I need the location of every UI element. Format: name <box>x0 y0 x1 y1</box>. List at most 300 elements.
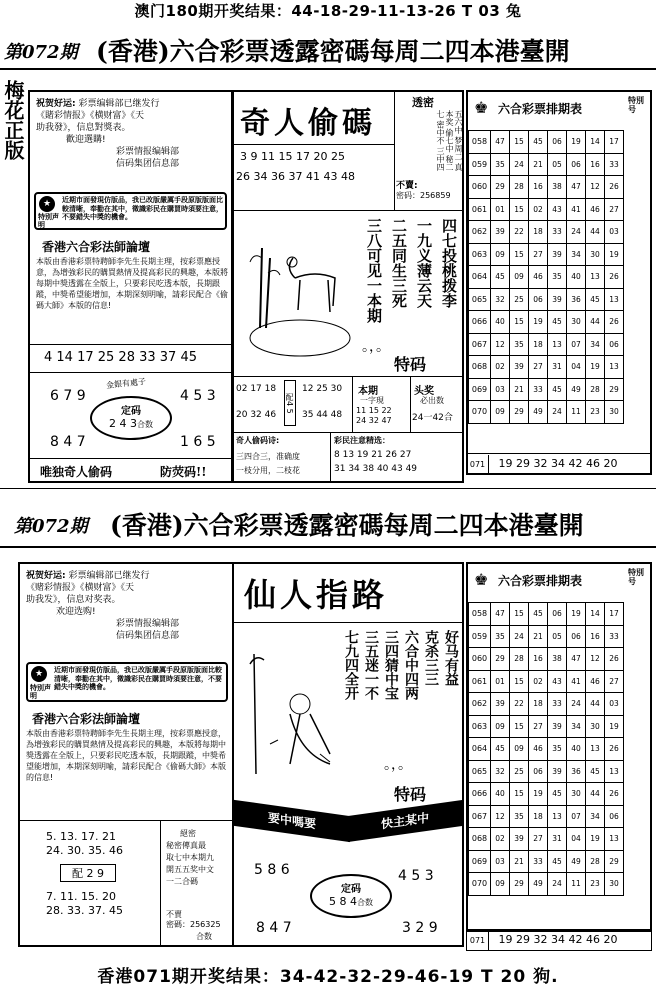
draw-number: 09 <box>491 243 510 266</box>
nums-a-1: 5. 13. 17. 21 <box>46 830 116 843</box>
bl-nums: 8 4 7 <box>256 920 292 936</box>
footer-left: 唯独奇人偷码 <box>40 465 113 479</box>
draw-number: 46 <box>586 670 605 693</box>
draw-number: 46 <box>529 738 548 761</box>
notice-label: 祝贺好运: <box>26 571 66 581</box>
schedule-row <box>469 738 624 761</box>
notice-label: 祝贺好运: <box>36 99 76 109</box>
draw-number: 34 <box>586 333 605 356</box>
period-id: 063 <box>469 715 491 738</box>
draw-number: 17 <box>605 131 624 154</box>
draw-number: 39 <box>548 715 567 738</box>
draw-number: 14 <box>586 603 605 626</box>
latest-id: 071 <box>467 455 489 475</box>
draw-number: 22 <box>510 221 529 244</box>
warning-label: 特别声明 <box>38 213 59 229</box>
poem-col: 三八可见一本期 <box>365 218 383 323</box>
draw-number: 25 <box>510 760 529 783</box>
draw-number: 21 <box>510 378 529 401</box>
banner-left: 要中嗎要 <box>234 800 350 842</box>
draw-number: 19 <box>567 603 586 626</box>
schedule-row <box>469 198 624 221</box>
draw-number: 18 <box>529 693 548 716</box>
draw-number: 27 <box>605 670 624 693</box>
draw-number: 30 <box>567 311 586 334</box>
draw-number: 39 <box>510 828 529 851</box>
period-id: 068 <box>469 828 491 851</box>
buyao: 不賣 <box>166 910 182 919</box>
draw-number: 36 <box>567 760 586 783</box>
schedule-row <box>469 401 624 424</box>
draw-number: 03 <box>605 693 624 716</box>
middle-panel-lower <box>232 562 464 947</box>
draw-number: 05 <box>548 153 567 176</box>
warning-label: 特别声明 <box>30 684 51 700</box>
numbers-row: 4 14 17 25 28 33 37 45 <box>44 350 197 365</box>
draw-number: 30 <box>605 873 624 896</box>
heshu: 合数 <box>196 932 212 941</box>
draw-number: 44 <box>586 221 605 244</box>
br-nums: 3 2 9 <box>402 920 438 936</box>
draw-number: 46 <box>586 198 605 221</box>
forum-title: 香港六合彩法師論壇 <box>32 712 141 726</box>
draw-number: 33 <box>548 693 567 716</box>
draw-number: 19 <box>605 243 624 266</box>
notice-line: 彩票编辑部已继发行 <box>78 99 160 109</box>
draw-number: 09 <box>491 401 510 424</box>
draw-number: 03 <box>491 850 510 873</box>
draw-number: 19 <box>586 828 605 851</box>
latest-nums: 19 29 32 34 42 46 20 <box>498 457 618 470</box>
schedule-title: 六合彩票排期表 <box>498 574 583 588</box>
right-nums: 4 5 3 <box>180 388 216 404</box>
mi-line: 取七中本期九 <box>166 853 214 862</box>
title-nums-2: 26 34 36 37 41 43 48 <box>236 170 355 183</box>
draw-number: 06 <box>567 153 586 176</box>
special-label: 特別号 <box>628 568 644 586</box>
mi-line: 絕密 <box>180 829 196 838</box>
poem-col: 克杀三三 <box>423 630 439 686</box>
center-label: 定码 <box>341 884 361 895</box>
draw-number: 06 <box>548 131 567 154</box>
benqi-label: 本期 <box>358 386 378 397</box>
headline: (香港)六合彩票透露密碼每周二四本港臺開 <box>96 37 570 66</box>
draw-number: 40 <box>491 783 510 806</box>
caimin-line: 31 34 38 40 43 49 <box>334 464 418 474</box>
br-nums: 1 6 5 <box>180 434 216 450</box>
poem-col: 七九四全开 <box>343 630 359 700</box>
draw-number: 45 <box>491 738 510 761</box>
draw-number: 47 <box>491 603 510 626</box>
nums-b-2: 28. 33. 37. 45 <box>46 904 123 917</box>
draw-number: 19 <box>529 783 548 806</box>
schedule-row <box>469 333 624 356</box>
draw-number: 21 <box>529 625 548 648</box>
left-panel-lower <box>18 562 234 947</box>
banner-right: 快主某中 <box>348 800 462 842</box>
draw-number: 01 <box>491 198 510 221</box>
period-id: 066 <box>469 783 491 806</box>
top-result-banner: 澳门180期开奖结果：44-18-29-11-13-26 T 03 兔 <box>134 2 522 20</box>
period-id: 060 <box>469 648 491 671</box>
schedule-row <box>469 153 624 176</box>
draw-number: 07 <box>567 805 586 828</box>
draw-number: 21 <box>510 850 529 873</box>
draw-number: 43 <box>548 670 567 693</box>
title-nums-1: 3 9 11 15 17 20 25 <box>240 150 345 163</box>
schedule-row <box>469 243 624 266</box>
draw-number: 01 <box>491 670 510 693</box>
draw-number: 24 <box>548 401 567 424</box>
latest-row-lower <box>466 929 652 951</box>
notice-line: 助我發》，信息對獎表。 <box>36 123 131 133</box>
draw-number: 24 <box>548 873 567 896</box>
draw-number: 13 <box>586 266 605 289</box>
draw-number: 13 <box>548 333 567 356</box>
issue-number: 第072期 <box>14 516 88 537</box>
bl-nums: 8 4 7 <box>50 434 86 450</box>
phone: 密碼：256325 <box>166 920 221 929</box>
main-title: 奇人偷碼 <box>240 106 376 141</box>
draw-number: 39 <box>491 693 510 716</box>
draw-number: 02 <box>529 198 548 221</box>
draw-number: 15 <box>510 603 529 626</box>
draw-number: 39 <box>548 243 567 266</box>
schedule-row <box>469 378 624 401</box>
riddle-col: 偷七中 <box>445 128 454 153</box>
notice-line: 《賭彩情报》《横财富》《天 <box>36 111 145 121</box>
notice-sign: 彩票情报编辑部 <box>116 619 180 629</box>
period-id: 065 <box>469 288 491 311</box>
draw-number: 12 <box>491 333 510 356</box>
draw-number: 45 <box>548 311 567 334</box>
bottom-result-banner: 香港071期开奖结果：34-42-32-29-46-19 T 20 狗. <box>97 967 559 987</box>
center-unit: 合数 <box>137 420 153 429</box>
draw-number: 13 <box>605 356 624 379</box>
caimin-line: 8 13 19 21 26 27 <box>334 450 412 460</box>
toujiang-label: 头奖 <box>414 386 434 397</box>
draw-number: 36 <box>567 288 586 311</box>
nums-a-2: 24. 30. 35. 46 <box>46 844 123 857</box>
latest-nums: 19 29 32 34 42 46 20 <box>498 933 618 946</box>
center-oval <box>90 396 172 440</box>
draw-number: 35 <box>510 805 529 828</box>
draw-number: 40 <box>567 738 586 761</box>
schedule-row <box>469 311 624 334</box>
schedule-panel-upper <box>466 90 652 475</box>
period-id: 070 <box>469 401 491 424</box>
draw-number: 04 <box>567 356 586 379</box>
left-panel <box>28 90 233 483</box>
benqi-nums: 11 15 22 <box>356 406 392 415</box>
schedule-row <box>469 221 624 244</box>
warning-text: 近期市面發現仿版品，我已改版嚴厲手段原版版面比較清晰，奉勸在其中，徵識彩民在購買時須要注意，不要錯失中獎的機會。 <box>62 196 223 221</box>
warning-icon: ★ <box>31 666 47 682</box>
draw-number: 15 <box>510 131 529 154</box>
draw-number: 30 <box>567 783 586 806</box>
period-id: 066 <box>469 311 491 334</box>
qiren-line: 一枝分用，二枝花 <box>236 466 300 475</box>
period-id: 067 <box>469 805 491 828</box>
draw-number: 19 <box>605 715 624 738</box>
draw-number: 45 <box>529 131 548 154</box>
main-title: 仙人指路 <box>244 576 389 614</box>
draw-number: 15 <box>510 198 529 221</box>
draw-number: 28 <box>510 648 529 671</box>
draw-number: 47 <box>491 131 510 154</box>
riddle-col: 密中不 <box>436 120 445 145</box>
zodiac-icon: ♚ <box>474 98 489 117</box>
draw-number: 30 <box>605 401 624 424</box>
warning-icon: ★ <box>39 196 55 212</box>
arc-text: 金銀有處子 <box>105 376 147 391</box>
phone: 密码：256859 <box>396 191 451 200</box>
draw-number: 14 <box>586 131 605 154</box>
draw-number: 15 <box>510 670 529 693</box>
riddle-col: 秘二七 <box>436 110 454 172</box>
draw-number: 03 <box>605 221 624 244</box>
draw-number: 23 <box>586 401 605 424</box>
draw-number: 49 <box>567 850 586 873</box>
draw-number: 09 <box>491 873 510 896</box>
schedule-row <box>469 670 624 693</box>
draw-number: 39 <box>548 288 567 311</box>
schedule-row <box>469 176 624 199</box>
notice <box>36 98 226 170</box>
period-id: 067 <box>469 333 491 356</box>
notice-line: 《赌彩情报》《横财富》《天 <box>26 583 135 593</box>
riddle-col: 梦周二 <box>454 136 463 161</box>
draw-number: 45 <box>586 760 605 783</box>
draw-number: 09 <box>491 715 510 738</box>
riddle-col: 真本奖 <box>445 110 463 172</box>
draw-number: 24 <box>510 625 529 648</box>
benqi-sub: 一字現 <box>360 396 384 405</box>
draw-number: 32 <box>491 760 510 783</box>
draw-number: 06 <box>605 333 624 356</box>
draw-number: 45 <box>529 603 548 626</box>
schedule-row <box>469 648 624 671</box>
draw-number: 49 <box>567 378 586 401</box>
warning-box <box>34 192 227 230</box>
draw-number: 33 <box>548 221 567 244</box>
draw-number: 27 <box>529 715 548 738</box>
draw-number: 39 <box>491 221 510 244</box>
fairy-illustration <box>240 634 350 784</box>
special-label: 特別号 <box>628 96 644 114</box>
draw-number: 26 <box>605 266 624 289</box>
period-id: 064 <box>469 738 491 761</box>
issue-number: 第072期 <box>4 42 78 63</box>
draw-number: 15 <box>510 715 529 738</box>
period-id: 059 <box>469 625 491 648</box>
draw-number: 43 <box>548 198 567 221</box>
draw-number: 06 <box>605 805 624 828</box>
mini-pei: 配4 5 <box>284 380 296 426</box>
draw-number: 02 <box>491 356 510 379</box>
poem-end: 。，。 <box>362 339 390 355</box>
center-oval <box>310 874 392 918</box>
mini-nums-2: 20 32 46 <box>236 410 277 420</box>
draw-number: 22 <box>510 693 529 716</box>
draw-number: 12 <box>586 648 605 671</box>
center-label: 定码 <box>121 406 141 417</box>
draw-number: 33 <box>529 850 548 873</box>
draw-number: 04 <box>567 828 586 851</box>
pei-box: 配 2 9 <box>60 864 116 882</box>
tema-label: 特码 <box>394 355 427 374</box>
draw-number: 32 <box>491 288 510 311</box>
draw-number: 26 <box>605 311 624 334</box>
schedule-row <box>469 828 624 851</box>
draw-number: 44 <box>586 693 605 716</box>
mi-line: 開五五奖中文 <box>166 865 214 874</box>
period-id: 065 <box>469 760 491 783</box>
tou-mi-label: 透密 <box>412 96 434 109</box>
draw-number: 24 <box>510 153 529 176</box>
mi-line: 秘密傳真最 <box>166 841 206 850</box>
draw-number: 30 <box>586 715 605 738</box>
draw-number: 45 <box>548 850 567 873</box>
draw-number: 21 <box>529 153 548 176</box>
zodiac-icon: ♚ <box>474 570 489 589</box>
draw-number: 35 <box>548 266 567 289</box>
schedule-row <box>469 783 624 806</box>
draw-number: 19 <box>529 311 548 334</box>
draw-number: 47 <box>567 176 586 199</box>
schedule-row <box>469 356 624 379</box>
period-id: 061 <box>469 198 491 221</box>
draw-number: 31 <box>548 356 567 379</box>
mi-line: 一二合碼 <box>166 877 198 886</box>
schedule-table <box>468 130 624 424</box>
warning-box <box>26 662 228 702</box>
notice-line: 欢迎选购! <box>56 607 96 617</box>
draw-number: 24 <box>567 693 586 716</box>
draw-number: 12 <box>586 176 605 199</box>
draw-number: 26 <box>605 738 624 761</box>
schedule-row <box>469 805 624 828</box>
draw-number: 26 <box>605 176 624 199</box>
draw-number: 18 <box>529 805 548 828</box>
center-nums: 5 8 4 <box>329 895 357 908</box>
draw-number: 26 <box>605 783 624 806</box>
draw-number: 18 <box>529 333 548 356</box>
latest-id: 071 <box>467 931 489 951</box>
draw-number: 33 <box>605 153 624 176</box>
draw-number: 38 <box>548 648 567 671</box>
riddle-col: 五六中 <box>454 110 463 134</box>
footer-right: 防荧码!! <box>160 465 207 479</box>
draw-number: 29 <box>605 378 624 401</box>
riddle-col: 三中四 <box>436 147 445 172</box>
draw-number: 13 <box>605 760 624 783</box>
draw-number: 29 <box>491 648 510 671</box>
schedule-panel-lower <box>466 562 652 932</box>
schedule-row <box>469 715 624 738</box>
draw-number: 35 <box>491 625 510 648</box>
draw-number: 34 <box>567 715 586 738</box>
mini-nums-3: 12 25 30 <box>302 384 343 394</box>
left-nums: 6 7 9 <box>50 388 86 404</box>
draw-number: 49 <box>529 873 548 896</box>
draw-number: 18 <box>529 221 548 244</box>
period-id: 069 <box>469 378 491 401</box>
poem-col: 三五迷一不 <box>363 630 379 700</box>
draw-number: 41 <box>567 198 586 221</box>
period-id: 061 <box>469 670 491 693</box>
schedule-row <box>469 873 624 896</box>
poem-col: 二五同生三死 <box>390 218 408 308</box>
period-id: 062 <box>469 221 491 244</box>
benqi-nums-2: 24 32 47 <box>356 416 392 425</box>
draw-number: 16 <box>529 176 548 199</box>
forum-text: 本版由香港彩票特聘師李先生長期主理，按彩票應授意，為增強彩民的購買熱情及提高彩民的興趣，本版將每期中獎透露在全版上，只要彩民吃透本版，長期跟蹤，中獎希望能增加，本期深刻明喻，請彩民配合《偷碼大師》本版的信息! <box>26 729 226 782</box>
toujiang-sub: 必出数 <box>420 396 444 405</box>
draw-number: 45 <box>491 266 510 289</box>
draw-number: 02 <box>491 828 510 851</box>
period-id: 058 <box>469 603 491 626</box>
left-nums: 5 8 6 <box>254 862 290 878</box>
goat-illustration <box>240 218 352 368</box>
schedule-title: 六合彩票排期表 <box>498 102 583 116</box>
draw-number: 29 <box>491 176 510 199</box>
draw-number: 09 <box>510 738 529 761</box>
draw-number: 11 <box>567 401 586 424</box>
draw-number: 13 <box>586 738 605 761</box>
right-nums: 4 5 3 <box>398 868 434 884</box>
draw-number: 15 <box>510 311 529 334</box>
draw-number: 45 <box>586 288 605 311</box>
poem-end: 。，。 <box>384 757 412 773</box>
draw-number: 03 <box>491 378 510 401</box>
schedule-row <box>469 625 624 648</box>
draw-number: 44 <box>586 783 605 806</box>
draw-number: 31 <box>548 828 567 851</box>
draw-number: 17 <box>605 603 624 626</box>
draw-number: 28 <box>586 378 605 401</box>
draw-number: 49 <box>529 401 548 424</box>
middle-panel <box>232 90 464 483</box>
center-nums: 2 4 3 <box>109 417 137 430</box>
warning-text: 近期市面發現仿版品，我已改版嚴厲手段原版版面比較清晰，奉勸在其中，徵識彩民在購買時須要注意，不要錯失中獎的機會。 <box>54 666 222 691</box>
draw-number: 28 <box>510 176 529 199</box>
draw-number: 26 <box>605 648 624 671</box>
draw-number: 15 <box>510 243 529 266</box>
schedule-row <box>469 266 624 289</box>
draw-number: 29 <box>605 850 624 873</box>
notice-line: 助我发》，信息对奖表。 <box>26 595 121 605</box>
draw-number: 27 <box>529 828 548 851</box>
draw-number: 47 <box>567 648 586 671</box>
schedule-row <box>469 603 624 626</box>
draw-number: 16 <box>586 625 605 648</box>
draw-number: 06 <box>567 625 586 648</box>
draw-number: 46 <box>529 266 548 289</box>
draw-number: 12 <box>491 805 510 828</box>
notice <box>26 570 226 642</box>
schedule-row <box>469 693 624 716</box>
period-id: 059 <box>469 153 491 176</box>
draw-number: 45 <box>548 378 567 401</box>
draw-number: 27 <box>605 198 624 221</box>
draw-number: 39 <box>510 356 529 379</box>
draw-number: 06 <box>529 760 548 783</box>
notice-sign: 信码集团信息部 <box>116 159 180 169</box>
period-id: 062 <box>469 693 491 716</box>
period-id: 063 <box>469 243 491 266</box>
draw-number: 23 <box>586 873 605 896</box>
